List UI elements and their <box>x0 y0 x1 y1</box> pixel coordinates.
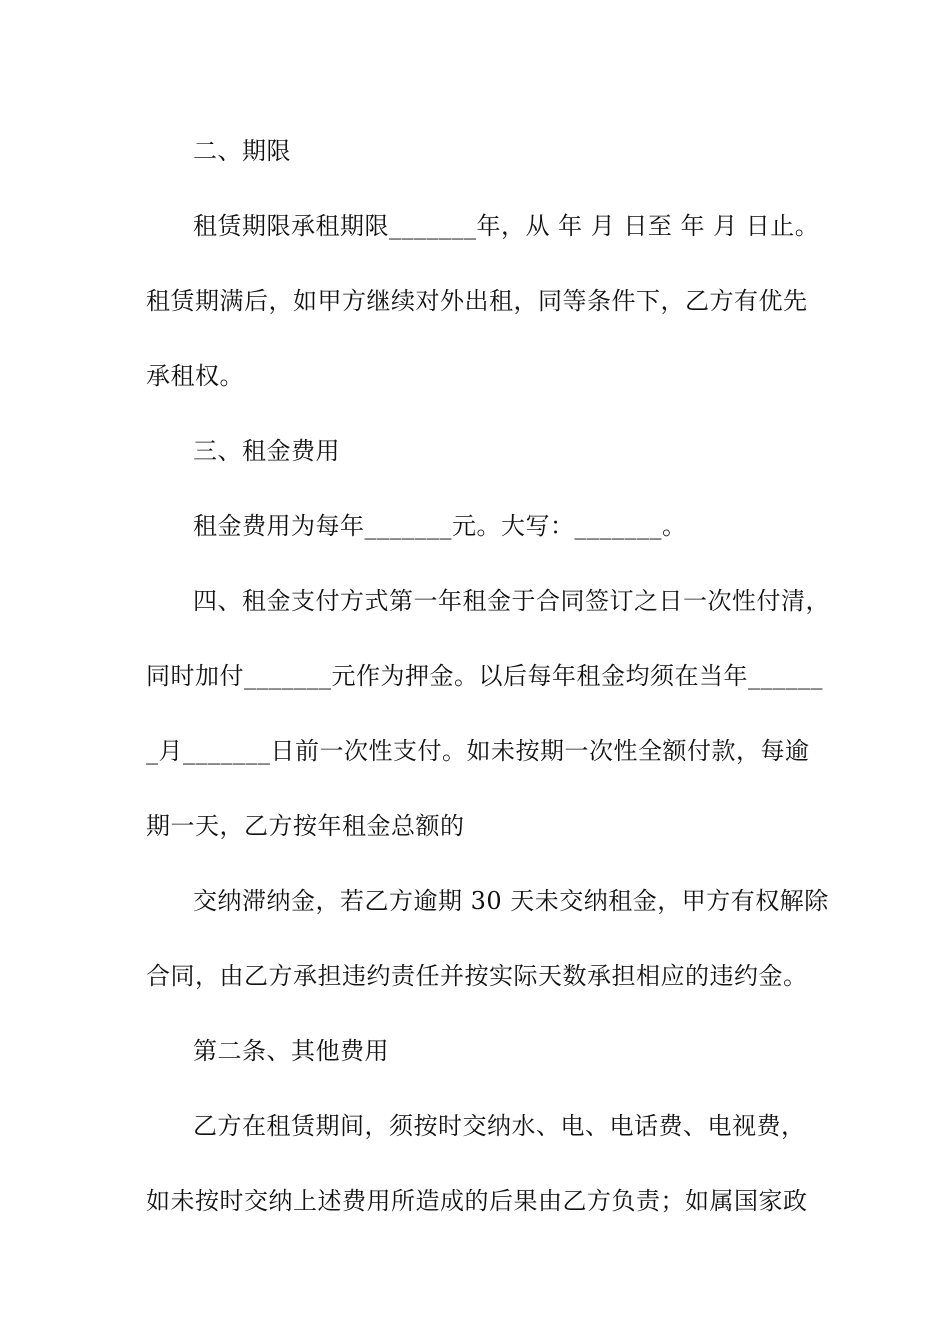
paragraph-line: 合同，由乙方承担违约责任并按实际天数承担相应的违约金。 <box>146 962 808 990</box>
paragraph-line: _月_______日前一次性支付。如未按期一次性全额付款，每逾 <box>146 737 810 765</box>
paragraph-line: 租赁期满后，如甲方继续对外出租，同等条件下，乙方有优先 <box>146 287 808 315</box>
paragraph-line: 租赁期限承租期限_______年，从 年 月 日至 年 月 日止。 <box>193 212 820 240</box>
paragraph-line: 乙方在租赁期间，须按时交纳水、电、电话费、电视费， <box>193 1112 806 1140</box>
section-heading-rent: 三、租金费用 <box>193 437 340 465</box>
paragraph-line: 交纳滞纳金，若乙方逾期 30 天未交纳租金，甲方有权解除 <box>193 887 829 915</box>
section-heading-term: 二、期限 <box>193 137 291 165</box>
paragraph-line: 承租权。 <box>146 362 244 390</box>
paragraph-line: 四、租金支付方式第一年租金于合同签订之日一次性付清， <box>193 587 830 615</box>
paragraph-line: 租金费用为每年_______元。大写：_______。 <box>193 512 687 540</box>
paragraph-line: 如未按时交纳上述费用所造成的后果由乙方负责；如属国家政 <box>146 1187 808 1215</box>
paragraph-line: 期一天，乙方按年租金总额的 <box>146 812 465 840</box>
paragraph-line: 同时加付_______元作为押金。以后每年租金均须在当年______ <box>146 662 823 690</box>
section-heading-other-fees: 第二条、其他费用 <box>193 1037 389 1065</box>
